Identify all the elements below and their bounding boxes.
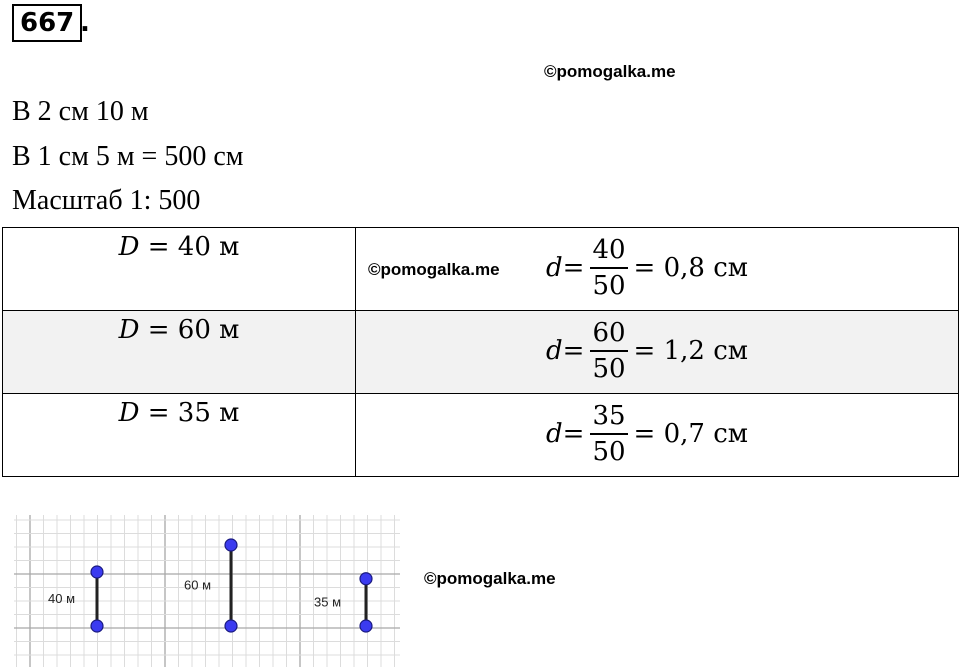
map-distance-var: d (546, 419, 563, 449)
segment-label: 60 м (184, 577, 212, 593)
distance-var: D (118, 232, 140, 262)
line-scale-2cm: В 2 см 10 м (12, 96, 149, 127)
watermark-bottom: ©pomogalka.me (424, 569, 556, 588)
fraction-numerator: 40 (592, 235, 626, 265)
distance-value: = 60 м (139, 315, 240, 345)
segment-label: 35 м (314, 594, 342, 610)
segment-endpoint-top (360, 573, 372, 585)
equals-sign: = (562, 253, 585, 283)
scale-table (2, 227, 959, 477)
segment-label: 40 м (48, 591, 76, 606)
problem-number-dot: . (80, 8, 90, 38)
distance-cell (3, 311, 356, 394)
map-distance-cell (356, 311, 959, 394)
distance-cell (3, 228, 356, 311)
fraction-numerator: 35 (592, 401, 626, 431)
table-row (3, 394, 959, 477)
result-value: = 0,7 см (633, 419, 748, 449)
result-value: = 1,2 см (633, 336, 748, 366)
distance-value: = 35 м (139, 398, 240, 428)
watermark-table: ©pomogalka.me (368, 260, 500, 279)
equals-sign: = (562, 419, 585, 449)
line-scale-1cm: В 1 см 5 м = 500 см (12, 141, 244, 172)
segment-endpoint-bottom (225, 620, 237, 632)
segment-endpoint-bottom (91, 620, 103, 632)
map-distance-cell (356, 394, 959, 477)
equals-sign: = (562, 336, 585, 366)
fraction (590, 316, 627, 386)
table-row (3, 228, 959, 311)
problem-number: 667 (12, 4, 82, 42)
segments-group (48, 539, 372, 632)
distance-cell (3, 394, 356, 477)
result-value: = 0,8 см (633, 253, 748, 283)
formula (546, 313, 748, 389)
watermark-top: ©pomogalka.me (544, 62, 676, 81)
distance-var: D (118, 398, 140, 428)
segment-endpoint-bottom (360, 620, 372, 632)
formula (546, 396, 748, 472)
fraction-denominator: 50 (590, 267, 627, 303)
formula (546, 230, 748, 306)
segment-endpoint-top (91, 566, 103, 578)
map-distance-cell (356, 228, 959, 311)
fraction-numerator: 60 (592, 318, 626, 348)
fraction-denominator: 50 (590, 350, 627, 386)
line-scale-ratio: Масштаб 1: 500 (12, 185, 201, 216)
segment-endpoint-top (225, 539, 237, 551)
distance-var: D (118, 315, 140, 345)
distance-value: = 40 м (139, 232, 240, 262)
table-row (3, 311, 959, 394)
segment-drawing (14, 515, 400, 667)
map-distance-var: d (546, 253, 563, 283)
fraction (590, 233, 627, 303)
fraction (590, 399, 627, 469)
map-distance-var: d (546, 336, 563, 366)
fraction-denominator: 50 (590, 433, 627, 469)
